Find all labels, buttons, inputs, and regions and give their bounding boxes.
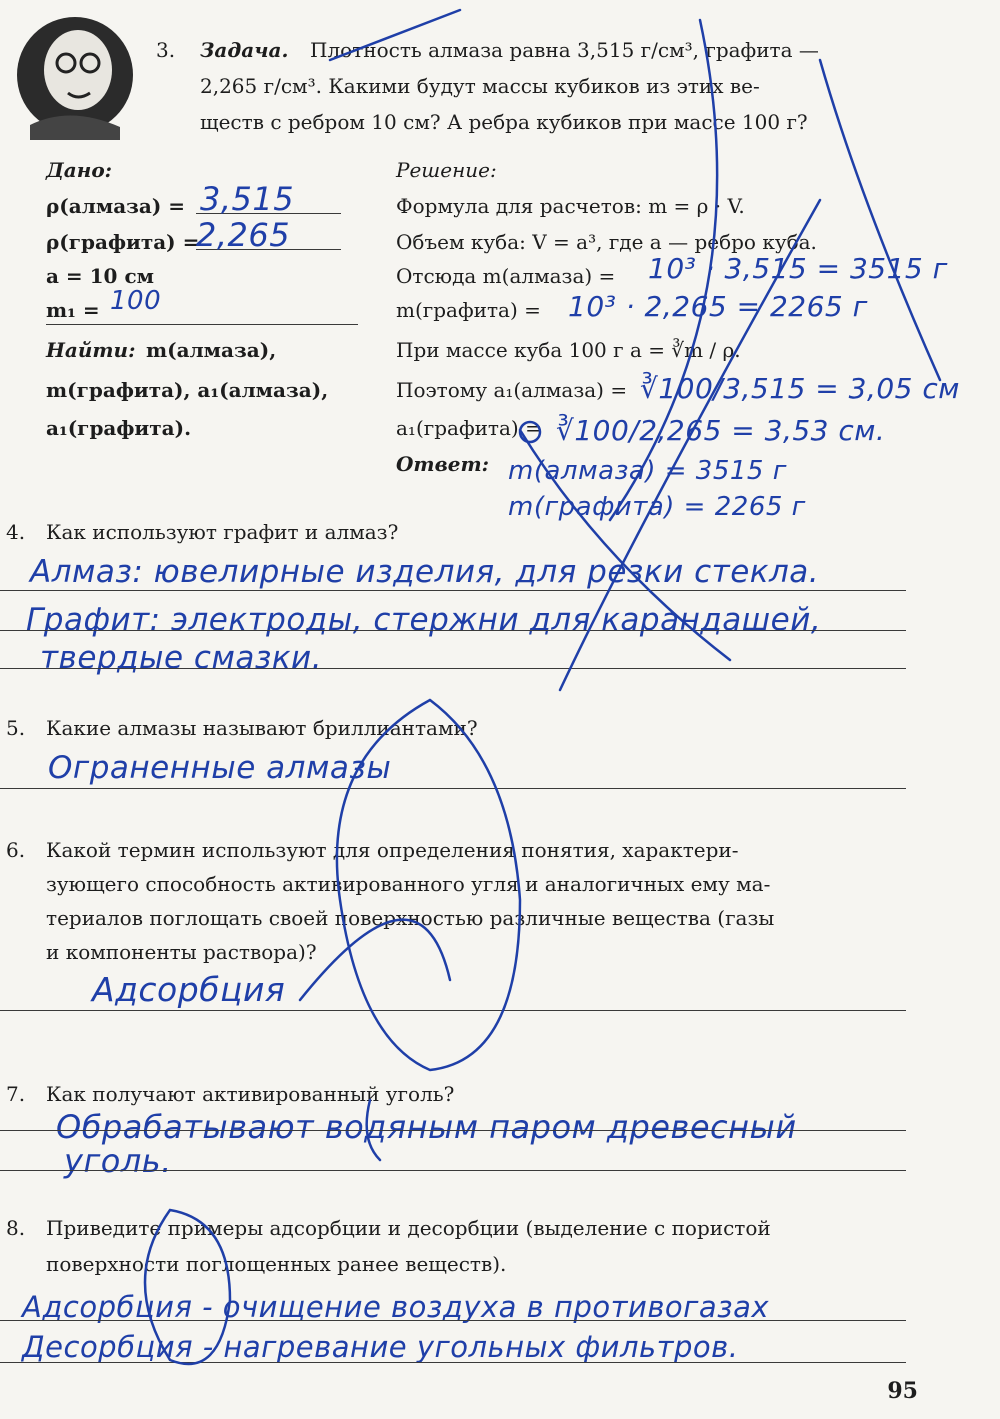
q4-answer-line1: Алмаз: ювелирные изделия, для резки стекла. [30,554,820,590]
q5-number: 5. [6,716,26,740]
q6-line2: зующего способность активированного угля и аналогичных ему ма- [46,872,771,896]
q5-answer-line1: Ограненные алмазы [48,750,392,786]
task3-number: 3. [156,38,176,62]
q6-line4: и компоненты раствора)? [46,940,317,964]
sol-m-graphite-label: m(графита) = [396,298,541,322]
task3-line2: 2,265 г/см³. Какими будут массы кубиков из этих ве- [200,74,760,98]
sol-formula: Формула для расчетов: m = ρ · V. [396,194,745,218]
q6-line1: Какой термин используют для определения понятия, характери- [46,838,739,862]
task3-line1: Плотность алмаза равна 3,515 г/см³, графита — [310,38,819,62]
given-rho-diamond-label: ρ(алмаза) = [46,194,186,218]
find-line2: m(графита), a₁(алмаза), [46,378,329,402]
sol-m-graphite-value: 10³ · 2,265 = 2265 г [568,290,868,323]
find-line1: m(алмаза), [146,338,277,362]
task3-line3: ществ с ребром 10 см? А ребра кубиков при массе 100 г? [200,110,808,134]
sol-a1-diamond-label: Поэтому a₁(алмаза) = [396,378,628,402]
given-rho-diamond-value: 3,515 [200,180,295,218]
given-m1-value: 100 [110,286,162,316]
q4-answer-line2: Графит: электроды, стержни для карандашей, [26,602,822,638]
q6-line3: териалов поглощать своей поверхностью различные вещества (газы [46,906,775,930]
q8-line2: поверхности поглощенных ранее веществ). [46,1252,507,1276]
q8-answer-line1: Адсорбция - очищение воздуха в противогазах [22,1290,770,1324]
solution-title: Решение: [396,158,497,182]
q8-number: 8. [6,1216,26,1240]
q7-question: Как получают активированный уголь? [46,1082,455,1106]
sol-m-diamond-value: 10³ · 3,515 = 3515 г [648,252,948,285]
q4-number: 4. [6,520,26,544]
q5-question: Какие алмазы называют бриллиантами? [46,716,478,740]
q7-number: 7. [6,1082,26,1106]
task3-label: Задача. [200,38,289,62]
sol-a1-graphite-value: ∛100/2,265 = 3,53 см. [556,414,886,447]
given-rho-graphite-label: ρ(графита) = [46,230,200,254]
q6-number: 6. [6,838,26,862]
sol-volume: Объем куба: V = a³, где a — ребро куба. [396,230,817,254]
q4-answer-line3: твердые смазки. [40,640,323,676]
q7-answer-line2: уголь. [64,1142,172,1180]
given-rho-graphite-value: 2,265 [196,216,291,254]
q8-line1: Приведите примеры адсорбции и десорбции (выделение с пористой [46,1216,771,1240]
q4-question: Как используют графит и алмаз? [46,520,399,544]
given-a: a = 10 см [46,264,154,288]
student-illustration [10,15,140,140]
q8-answer-line2: Десорбция - нагревание угольных фильтров. [22,1330,739,1364]
answer-title: Ответ: [396,452,489,476]
q6-answer-line1: Адсорбция [92,970,286,1009]
given-title: Дано: [46,158,113,182]
sol-a-formula: При массе куба 100 г a = ∛m / ρ. [396,338,741,362]
answer-line1: m(алмаза) = 3515 г [508,456,787,486]
sol-a1-graphite-label: a₁(графита) = [396,416,542,440]
given-m1-label: m₁ = [46,298,100,322]
sol-a1-diamond-value: ∛100/3,515 = 3,05 см [640,372,960,405]
sol-m-diamond-label: Отсюда m(алмаза) = [396,264,616,288]
q7-answer-line1: Обрабатывают водяным паром древесный [56,1108,797,1146]
answer-line2: m(графита) = 2265 г [508,492,806,522]
find-title: Найти: [46,338,136,362]
find-line3: a₁(графита). [46,416,192,440]
page-number: 95 [887,1378,918,1404]
